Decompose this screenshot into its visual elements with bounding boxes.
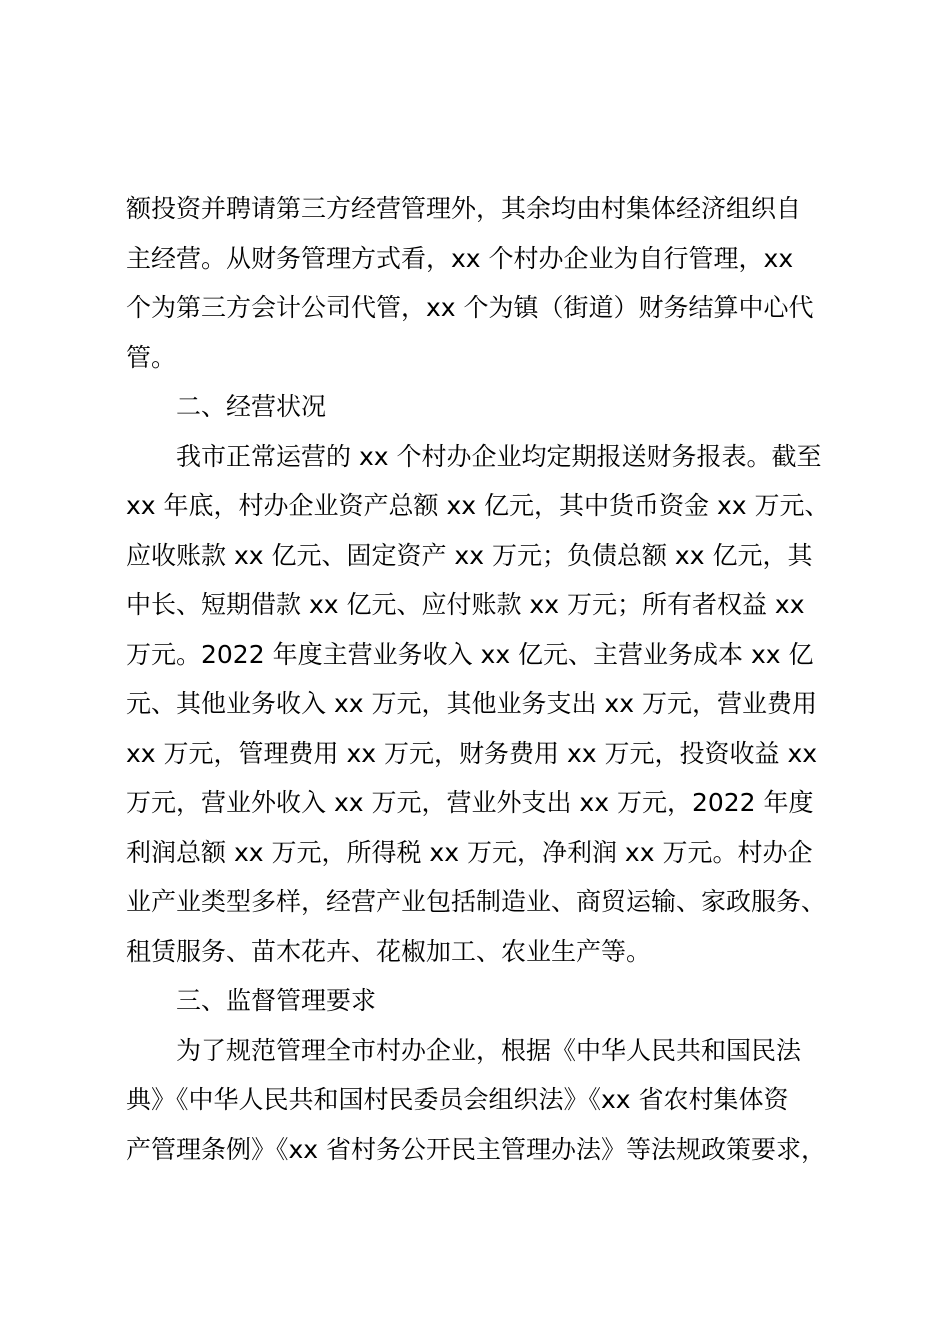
section-heading: 二、经营状况 <box>176 392 327 421</box>
text-line: xx 年底，村办企业资产总额 xx 亿元，其中货币资金 xx 万元、 <box>126 491 830 520</box>
text-line: 应收账款 xx 亿元、固定资产 xx 万元；负债总额 xx 亿元，其 <box>126 540 813 570</box>
text-line: 产管理条例》《xx 省村务公开民主管理办法》等法规政策要求， <box>126 1134 827 1164</box>
text-line: 万元。2022 年度主营业务收入 xx 亿元、主营业务成本 xx 亿 <box>126 639 814 669</box>
text-line: 利润总额 xx 万元，所得税 xx 万元，净利润 xx 万元。村办企 <box>126 837 813 867</box>
text-line: 个为第三方会计公司代管，xx 个为镇（街道）财务结算中心代 <box>126 293 814 322</box>
section-heading: 三、监督管理要求 <box>176 986 377 1015</box>
text-line: 中长、短期借款 xx 亿元、应付账款 xx 万元；所有者权益 xx <box>126 590 805 619</box>
text-line: 额投资并聘请第三方经营管理外，其余均由村集体经济组织自 <box>126 194 802 223</box>
text-line: 租赁服务、苗木花卉、花椒加工、农业生产等。 <box>126 936 652 966</box>
paragraph-first-line: 我市正常运营的 xx 个村办企业均定期报送财务报表。截至 <box>176 441 822 471</box>
text-line: 元、其他业务收入 xx 万元，其他业务支出 xx 万元，营业费用 <box>126 689 817 718</box>
text-line: 主经营。从财务管理方式看，xx 个村办企业为自行管理，xx <box>126 243 794 273</box>
paragraph-first-line: 为了规范管理全市村办企业，根据《中华人民共和国民法 <box>176 1035 802 1065</box>
text-line: 典》《中华人民共和国村民委员会组织法》《xx 省农村集体资 <box>126 1085 789 1114</box>
text-line: 管。 <box>126 342 177 372</box>
text-line: 业产业类型多样，经营产业包括制造业、商贸运输、家政服务、 <box>126 887 827 916</box>
text-line: 万元，营业外收入 xx 万元，营业外支出 xx 万元，2022 年度 <box>126 788 814 817</box>
text-line: xx 万元，管理费用 xx 万元，财务费用 xx 万元，投资收益 xx <box>126 738 818 768</box>
document-body <box>126 184 842 1174</box>
